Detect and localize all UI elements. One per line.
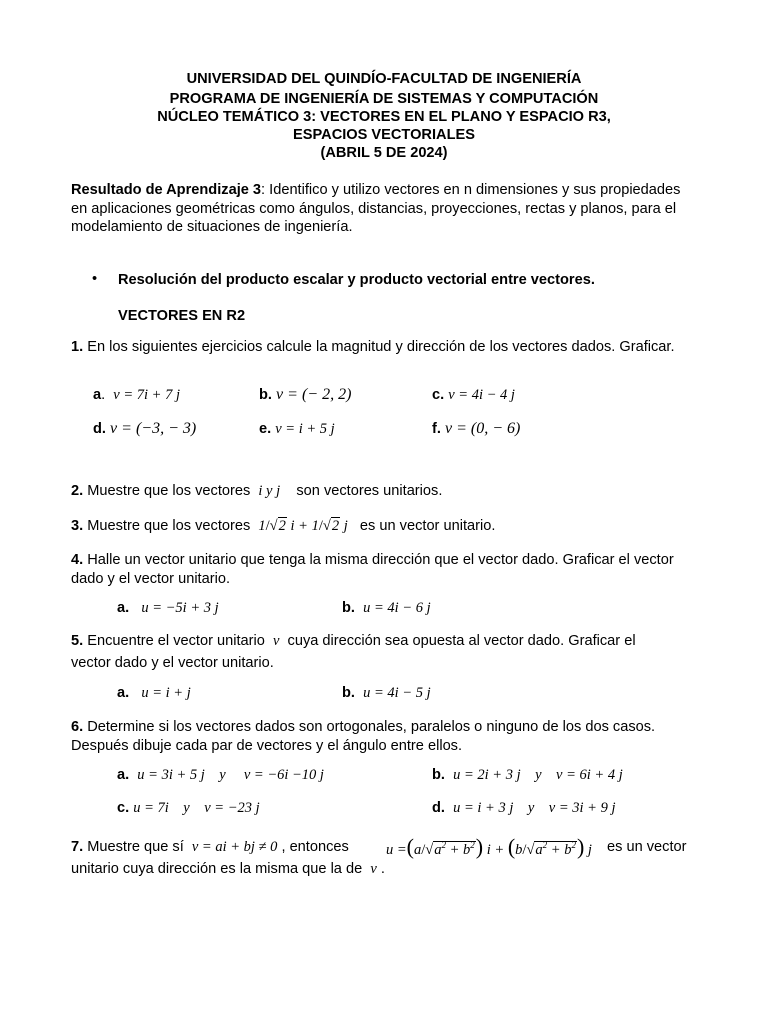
section-title: VECTORES EN R2 — [118, 308, 246, 324]
learning-outcome-text: : Identifico y utilizo vectores en n dimensiones y sus propiedades en aplicaciones geométricas como ángulos, distancias, proyecciones, rectas y planos, para el modelamiento de situaciones de ingeniería. — [71, 182, 681, 235]
ex6-item-d: d. u = i + 3 j y v = 3i + 9 j — [432, 800, 616, 816]
learning-outcome-label: Resultado de Aprendizaje 3 — [71, 182, 262, 198]
bullet-text: Resolución del producto escalar y producto vectorial entre vectores. — [118, 272, 595, 288]
header-line-1: UNIVERSIDAD DEL QUINDÍO-FACULTAD DE INGENIERÍA — [186, 71, 582, 87]
header-line-5: (ABRIL 5 DE 2024) — [320, 145, 448, 161]
header-line-3: NÚCLEO TEMÁTICO 3: VECTORES EN EL PLANO Y ESPACIO R3, — [157, 109, 611, 125]
ex5-item-b: b. u = 4i − 5 j — [342, 685, 431, 701]
ex6-item-b: b. u = 2i + 3 j y v = 6i + 4 j — [432, 767, 623, 783]
learning-outcome — [71, 181, 699, 237]
ex7-formula: $u =(a/√a^2 + b^2) i + (b/√a^2 + b^2)$ j — [386, 834, 592, 859]
ex6-item-a: a. u = 3i + 5 j y v = −6i −10 j — [117, 767, 324, 783]
exercise-5: 5. Encuentre el vector unitario v cuya dirección sea opuesta al vector dado. Graficar el — [71, 633, 636, 649]
ex1-item-b: b. v = (− 2, 2) — [259, 386, 352, 403]
ex1-item-e: e. v = i + 5 j — [259, 421, 335, 437]
exercise-7-tail: es un vector — [607, 839, 687, 855]
header-line-2: PROGRAMA DE INGENIERÍA DE SISTEMAS Y COMPUTACIÓN — [169, 91, 599, 107]
exercise-6: 6. Determine si los vectores dados son ortogonales, paralelos o ninguno de los dos casos. Después dibuje cada par de vectores y el ángulo entre ellos. — [71, 719, 656, 754]
ex4-item-a: a. u = −5i + 3 j — [117, 600, 219, 616]
ex1-item-c: c. v = 4i − 4 j — [432, 387, 515, 403]
exercise-3: 3. Muestre que los vectores 1/√2 i + 1/√2 j es un vector unitario. — [71, 518, 496, 534]
ex5-item-a: a. u = i + j — [117, 685, 191, 701]
exercise-7-intro: 7. Muestre que sí v = ai + bj ≠ 0 , entonces — [71, 839, 349, 855]
ex1-item-d: d. v = (−3, − 3) — [93, 420, 197, 437]
exercise-2: 2. Muestre que los vectores i y j son vectores unitarios. — [71, 483, 443, 499]
exercise-4: 4. Halle un vector unitario que tenga la misma dirección que el vector dado. Graficar el vector dado y el vector unitario. — [71, 552, 674, 587]
ex4-item-b: b. u = 4i − 6 j — [342, 600, 431, 616]
exercise-1: 1. En los siguientes ejercicios calcule la magnitud y dirección de los vectores dados. Graficar. — [71, 339, 675, 355]
bullet-dot-icon: • — [92, 271, 98, 287]
header-line-4: ESPACIOS VECTORIALES — [293, 127, 475, 143]
ex6-item-c: c. u = 7i y v = −23 j — [117, 800, 260, 816]
ex1-item-f: f. v = (0, − 6) — [432, 420, 521, 437]
exercise-5-line-2: vector dado y el vector unitario. — [71, 655, 274, 671]
exercise-7-line-2: unitario cuya dirección es la misma que la de v . — [71, 861, 385, 877]
ex1-item-a: a. v = 7i + 7 j — [93, 387, 180, 403]
